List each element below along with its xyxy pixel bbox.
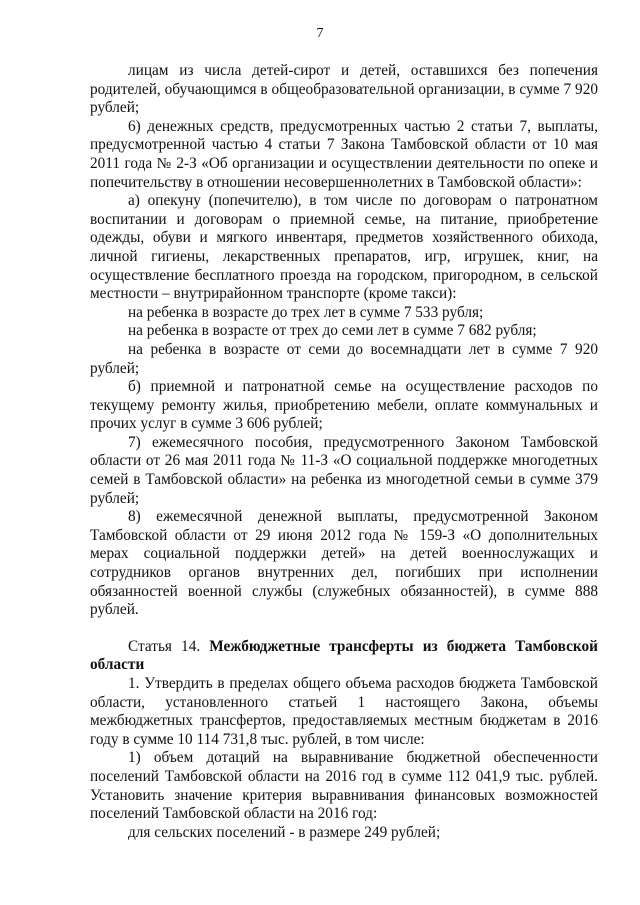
document-body [90,62,598,842]
article-heading [90,638,598,675]
paragraph-under-3: на ребенка в возрасте до трех лет в сумме 7 533 рубля; [128,303,484,321]
paragraph-item-6: 6) денежных средств, предусмотренных частью 2 статьи 7, выплаты, предусмотренной частью 4 статьи 7 Закона Тамбовской области от 10 мая 2011 года № 2-З «Об организации и осуществлении деятельности по опеке и попечительству в отношении несовершеннолетних в Тамбовской области»: [90,117,598,191]
article-label: Статья 14. [128,637,201,655]
paragraph-rural-settlements: для сельских поселений - в размере 249 рублей; [128,823,441,841]
paragraph-item-7: 7) ежемесячного пособия, предусмотренного Законом Тамбовской области от 26 мая 2011 года № 11-З «О социальной поддержке многодетных семей в Тамбовской области» на ребенка из многодетной семьи в сумме 379 рублей; [90,433,598,507]
paragraph-item-8: 8) ежемесячной денежной выплаты, предусмотренной Законом Тамбовской области от 29 июня 2012 года № 159-З «О дополнительных мерах социальной поддержки детей» на детей военнослужащих и сотрудников органов внутренних дел, погибших при исполнении обязанностей военной службы (служебных обязанностей), в сумме 888 рублей. [90,508,598,619]
paragraph-article-1-1: 1) объем дотаций на выравнивание бюджетной обеспеченности поселений Тамбовской области на 2016 год в сумме 112 041,9 тыс. рублей. Установить значение критерия выравнивания финансовых возможностей поселений Тамбовской области на 2016 год: [90,749,598,823]
section-gap [90,620,598,638]
paragraph-3-to-7: на ребенка в возрасте от трех до семи лет в сумме 7 682 рубля; [128,322,537,340]
article-title: Межбюджетные трансферты из бюджета Тамбовской области [90,637,598,674]
paragraph-item-6b: б) приемной и патронатной семье на осуществление расходов по текущему ремонту жилья, приобретению мебели, оплате коммунальных и прочих услуг в сумме 3 606 рублей; [90,378,598,433]
paragraph-orphans-payment: лицам из числа детей-сирот и детей, оставшихся без попечения родителей, обучающимся в общеобразовательной организации, в сумме 7 920 рублей; [90,62,598,117]
paragraph-7-to-18: на ребенка в возрасте от семи до восемнадцати лет в сумме 7 920 рублей; [90,340,598,377]
paragraph-item-6a: а) опекуну (попечителю), в том числе по договорам о патронатном воспитании и договорам о приемной семье, на питание, приобретение одежды, обуви и мягкого инвентаря, предметов хозяйственного обихода, личной гигиены, лекарственных препаратов, игр, игрушек, книг, на осуществление бесплатного проезда на городском, пригородном, в сельской местности – внутрирайонном транспорте (кроме такси): [90,192,598,303]
paragraph-article-1: 1. Утвердить в пределах общего объема расходов бюджета Тамбовской области, установленного статьей 1 настоящего Закона, объемы межбюджетных трансфертов, предоставляемых местным бюджетам в 2016 году в сумме 10 114 731,8 тыс. рублей, в том числе: [90,675,598,748]
page-number: 7 [316,26,324,41]
